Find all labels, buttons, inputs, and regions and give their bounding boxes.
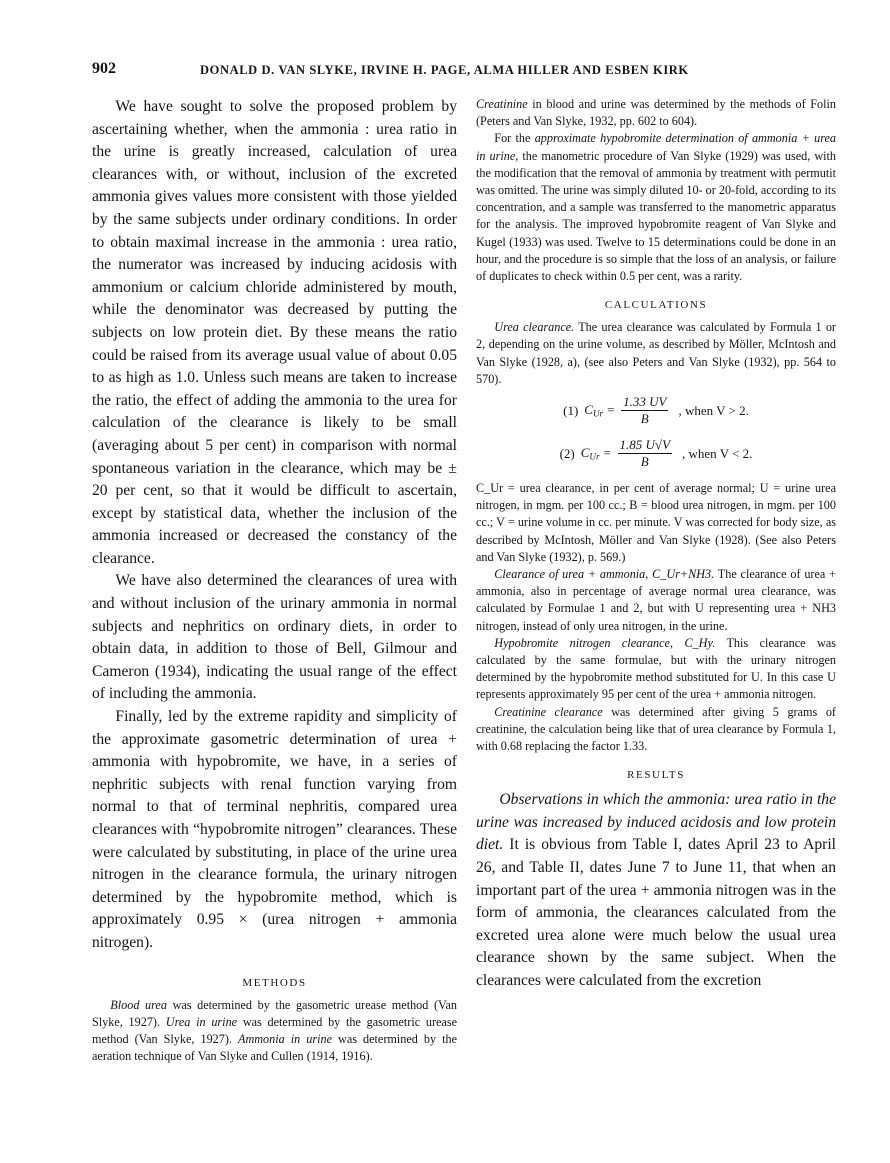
urea-ammonia-label: Clearance of urea + ammonia, C_Ur+NH3. — [494, 567, 715, 582]
page-header — [92, 60, 837, 88]
intro-paragraph-3: Finally, led by the extreme rapidity and simplicity of the approximate gasometric determination of urea + ammonia with hypobromite, we have, in a series of nephritic subjects with renal function varying from normal to that of terminal nephritis, compared urea clearances with “hypobromite nitrogen” clearances. These were calculated by substituting, in place of the urine urea nitrogen in the clearance formula, the urinary nitrogen determined by the hypobromite method, which is approximately 0.95 × (urea nitrogen + ammonia nitrogen). — [92, 708, 457, 951]
urea-clearance-paragraph — [476, 319, 836, 388]
formula-2-subscript: Ur — [589, 451, 600, 462]
page-number: 902 — [92, 60, 116, 77]
urea-urine-label: Urea in urine — [165, 1014, 238, 1029]
hypobromite-paragraph — [476, 130, 836, 285]
formula-2-symbol: C — [580, 445, 590, 461]
urea-ammonia-clearance-paragraph — [476, 566, 836, 635]
hypobromite-label: Hypobromite nitrogen clearance, C_Hy. — [494, 635, 716, 650]
urea-clearance-label: Urea clearance. — [494, 320, 575, 335]
ammonia-urine-label: Ammonia in urine — [238, 1031, 332, 1046]
hypobromite-clearance-paragraph — [476, 635, 836, 704]
creatinine-clearance-text: was determined after giving 5 grams of creatinine, the calculation being like that of urea clearance by Formula 1, with 0.68 replacing the factor 1.33. — [476, 704, 836, 754]
blood-urea-label: Blood urea — [110, 997, 167, 1012]
calculations-heading: CALCULATIONS — [604, 299, 708, 312]
creatinine-label: Creatinine — [476, 97, 528, 111]
formula-2-number: (2) — [559, 445, 575, 461]
urea-urine-text: was determined by the gasometric urease method (Van Slyke, 1927). — [92, 1014, 457, 1046]
hypobromite-text: This clearance was calculated by the same formulae, but with the urinary nitrogen determined by the hypobromite method substituted for U. In this case U represents approximately 95 per cent of the urea + ammonia nitrogen. — [476, 635, 836, 702]
creatinine-paragraph — [476, 96, 836, 130]
intro-paragraph-1: We have sought to solve the proposed problem by ascertaining whether, when the ammonia : urea ratio in the urine is greatly increased, calculation of urea clearances with, or without, inclusion of the excreted ammonia gives values more consistent with those yielded by the same subjects under ordinary conditions. In order to obtain maximal increase in the ammonia : urea ratio, the numerator was increased by inducing acidosis with ammonium or calcium chloride administered by mouth, while the denominator was decreased by putting the subjects on low protein diet. By these means the ratio could be raised from its average usual value of about 0.05 to as high as 1.0. Unless such means are taken to increase the ratio, the effect of adding the ammonia to the urea for calculation of the clearance is likely to be small (averaging about 5 per cent) in comparison with normal spontaneous variation in the clearance, which may be ± 20 per cent, so that it would be difficult to ascertain, except by statistical data, whether the inclusion of the ammonia increased or decreased the constancy of the clearance. — [92, 98, 457, 567]
approx-label: approximate hypobromite determination of ammonia + urea in urine, — [476, 131, 836, 163]
creatinine-clearance-paragraph — [476, 704, 836, 756]
formula-1-subscript: Ur — [592, 408, 604, 419]
blood-urea-text: was determined by the gasometric urease method (Van Slyke, 1927). — [92, 997, 458, 1029]
formula-1-number: (1) — [563, 402, 579, 418]
formula-2 — [476, 437, 836, 470]
formula-1-symbol: C — [584, 402, 593, 418]
formula-2-lhs: $C_{Ur}$ = — [580, 445, 612, 462]
urea-clearance-text: The urea clearance was calculated by Formula 1 or 2, depending on the urine volume, as described by Möller, McIntosh and Van Slyke (1928, a), (see also Peters and Van Slyke (1932), pp. 564 to 570). — [476, 320, 836, 386]
results-heading: RESULTS — [627, 769, 685, 782]
formula-2-denominator: B — [640, 454, 649, 470]
formula-1-denominator: B — [640, 411, 649, 427]
right-column — [476, 96, 836, 993]
creatinine-clearance-label: Creatinine clearance — [494, 704, 603, 719]
formula-1-numerator: 1.33 UV — [623, 394, 667, 410]
urea-ammonia-text: The clearance of urea + ammonia, also in percentage of average normal urea clearance, was calculated by Formulae 1 and 2, but with U representing urea + NH3 nitrogen, instead of only urea nitrogen, in the urine. — [476, 567, 836, 633]
left-column — [92, 96, 457, 1065]
intro-paragraph-2: We have also determined the clearances of urea with and without inclusion of the urinary ammonia in normal subjects and nephritics on ordinary diets, in order to obtain data, in addition to those of Bell, Gilmour and Cameron (1934), indicating the usual range of the effect of including the ammonia. — [92, 572, 457, 703]
results-text: It is obvious from Table I, dates April 23 to April 26, and Table II, dates June 7 to June 11, that when an important part of the urea + ammonia nitrogen was in the form of ammonia, the clearances calculated from the excreted urea alone were much below the usual urea clearance shown by the same subject. When the clearances were calculated from the excretion — [476, 836, 836, 990]
running-title: DONALD D. VAN SLYKE, IRVINE H. PAGE, ALMA HILLER AND ESBEN KIRK — [200, 63, 689, 77]
formula-1 — [476, 394, 836, 427]
formula-2-fraction — [618, 437, 672, 470]
formula-1-lhs: $C_{Ur}$ = — [584, 402, 616, 419]
methods-heading: METHODS — [242, 976, 307, 989]
definitions-paragraph: C_Ur = urea clearance, in per cent of average normal; U = urine urea nitrogen, in mgm. per 100 cc.; B = blood urea nitrogen, in mgm. per 100 cc.; V = urine volume in cc. per minute. V was corrected for body size, as described by McIntosh, Möller and Van Slyke (1928). (See also Peters and Van Slyke (1932), p. 569.) — [476, 481, 836, 564]
formula-1-condition: , when V > 2. — [678, 402, 749, 418]
approx-text: the manometric procedure of Van Slyke (1929) was used, with the modification that the removal of ammonia by treatment with permutit was omitted. The urine was simply diluted 10- or 20-fold, according to its concentration, and a sample was transferred to the manometric apparatus for the analysis. The improved hypobromite reagent of Van Slyke and Kugel (1933) was used. Twelve to 15 determinations could be done in an hour, and the procedure is so simple that the loss of an analysis, or failure of duplicates to check within 0.5 per cent, was a rarity. — [476, 148, 836, 284]
ammonia-urine-text: was determined by the aeration technique of Van Slyke and Cullen (1914, 1916). — [92, 1031, 457, 1064]
results-paragraph — [476, 789, 836, 992]
results-label: Observations in which the ammonia: urea ratio in the urine was increased by induced acidosis and low protein diet. — [476, 791, 836, 854]
creatinine-text: in blood and urine was determined by the methods of Folin (Peters and Van Slyke, 1932, pp. 602 to 604). — [476, 97, 836, 129]
formula-1-fraction — [621, 394, 668, 427]
formula-2-numerator: 1.85 U√V — [619, 437, 671, 453]
methods-paragraph — [92, 997, 457, 1066]
formula-2-condition: , when V < 2. — [682, 445, 753, 461]
approx-pre: For the — [494, 131, 535, 146]
